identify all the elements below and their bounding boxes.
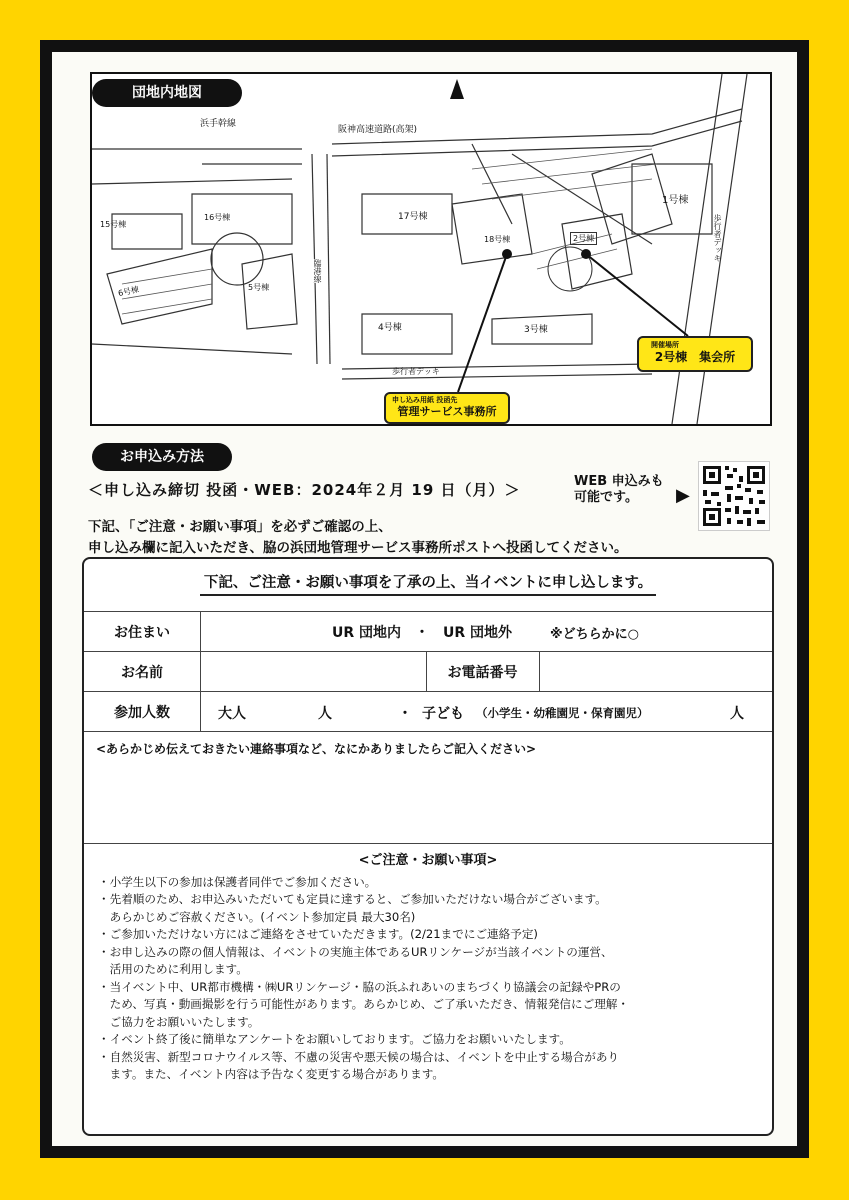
notes-line: 活用のために利用します。 — [98, 962, 248, 976]
notes-line: ・先着順のため、お申込みいただいても定員に達すると、ご参加いただけない場合がございます。 — [98, 892, 607, 906]
name-field[interactable] — [200, 652, 427, 692]
notes-line: ・小学生以下の参加は保護者同伴でご参加ください。 — [98, 874, 377, 889]
notes-line: ます。また、イベント内容は予告なく変更する場合があります。 — [98, 1067, 444, 1081]
map-label-road-vertical: 臨港線 — [313, 259, 322, 283]
name-row — [84, 651, 772, 692]
child-note: （小学生・幼稚園児・保育園児） — [476, 706, 649, 720]
apply-heading: お申込み方法 — [92, 443, 232, 471]
address-options[interactable] — [200, 612, 772, 652]
address-note: ※どちらかに○ — [550, 626, 640, 642]
map-label-2: 2号棟 — [570, 232, 597, 245]
phone-label: お電話番号 — [426, 652, 540, 692]
application-form — [82, 557, 774, 1136]
map-label-16: 16号棟 — [204, 213, 231, 222]
qr-code-icon — [699, 462, 769, 530]
arrow-icon: ▶ — [676, 485, 690, 506]
notes-line: ・お申し込みの際の個人情報は、イベントの実施主体であるURリンケージが当該イベントの運営、 — [98, 944, 613, 959]
count-label: 参加人数 — [84, 692, 201, 732]
venue-small: 開催場所 — [651, 341, 679, 349]
instruction-line2: 申し込み欄に記入いただき、脇の浜団地管理サービス事務所ポストへ投函してください。 — [88, 540, 628, 556]
map-label-footbridge-right: 歩行者デッキ — [713, 214, 722, 262]
message-label: <あらかじめ伝えておきたい連絡事項など、なにかありましたらご記入ください> — [96, 742, 537, 756]
office-main: 管理サービス事務所 — [397, 405, 497, 418]
address-choices[interactable]: UR 団地内 ・ UR 団地外 — [332, 625, 513, 641]
qr-code[interactable] — [698, 461, 770, 531]
web-note — [574, 474, 664, 506]
map-label-4: 4号棟 — [378, 323, 402, 333]
separator-dot: ・ — [398, 706, 412, 722]
venue-main: 2号棟 集会所 — [654, 350, 736, 364]
notes-line: ご協力をお願いいたします。 — [98, 1014, 260, 1029]
notes-section — [84, 843, 772, 1134]
notes-line: ・イベント終了後に簡単なアンケートをお願いしております。ご協力をお願いいたします。 — [98, 1032, 571, 1046]
map-label-15: 15号棟 — [100, 220, 127, 229]
notes-line: あらかじめご容赦ください。(イベント参加定員 最大30名) — [98, 909, 416, 924]
notes-line: ・当イベント中、UR都市機構・㈱URリンケージ・脇の浜ふれあいのまちづくり協議会の記録やPRの — [98, 979, 621, 994]
notes-line: ・自然災害、新型コロナウイルス等、不慮の災害や悪天候の場合は、イベントを中止する場合があり — [98, 1049, 620, 1064]
adult-unit: 人 — [318, 706, 332, 722]
adult-label: 大人 — [218, 706, 246, 722]
message-row[interactable] — [84, 731, 772, 844]
form-title — [84, 571, 772, 592]
count-row — [84, 691, 772, 732]
address-label: お住まい — [84, 612, 201, 652]
map-label-5: 5号棟 — [248, 283, 270, 292]
map-label-6: 6号棟 — [117, 284, 140, 299]
map-label-3: 3号棟 — [524, 325, 548, 335]
phone-field[interactable] — [540, 652, 772, 692]
web-note-line1: WEB 申込みも — [574, 474, 664, 489]
notes-line: ため、写真・動画撮影を行う可能性があります。あらかじめ、ご了承いただき、情報発信にご理解・ — [98, 997, 629, 1011]
map-heading: 団地内地図 — [92, 79, 242, 107]
notes-title: <ご注意・お願い事項> — [358, 853, 498, 868]
map-label-17: 17号棟 — [398, 212, 428, 222]
count-fields[interactable] — [200, 692, 772, 732]
office-callout — [384, 392, 510, 424]
child-unit: 人 — [730, 706, 744, 722]
complex-map — [90, 72, 772, 426]
name-label: お名前 — [84, 652, 201, 692]
office-small: 申し込み用紙 投函先 — [392, 396, 458, 404]
map-label-highway: 阪神高速道路(高架) — [338, 125, 418, 135]
venue-callout — [637, 336, 753, 372]
notes-line: ・ご参加いただけない方にはご連絡をさせていただきます。(2/21までにご連絡予定) — [98, 927, 538, 941]
instruction-line1: 下記、「ご注意・お願い事項」を必ずご確認の上、 — [88, 519, 392, 535]
map-label-road: 浜手幹線 — [200, 119, 237, 129]
map-label-18: 18号棟 — [484, 235, 511, 244]
map-label-1: 1号棟 — [662, 195, 689, 206]
deadline: ＜申し込み締切 投函・WEB：2024年２月 19 日（月）＞ — [88, 481, 521, 499]
address-row — [84, 611, 772, 652]
map-label-footbridge: 歩行者デッキ — [392, 367, 440, 376]
child-label: 子ども — [422, 706, 464, 722]
form-title-text: 下記、ご注意・お願い事項を了承の上、当イベントに申し込します。 — [200, 575, 656, 596]
web-note-line2: 可能です。 — [574, 490, 638, 505]
